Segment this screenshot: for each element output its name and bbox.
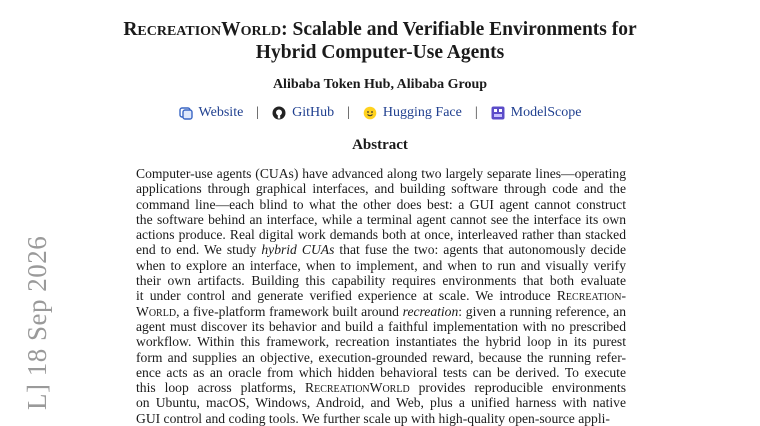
abstract-body [136,166,626,426]
resource-links [0,105,760,121]
authors: Alibaba Token Hub, Alibaba Group [272,77,488,92]
abstract-line [136,288,626,303]
abstract-line: GUI control and coding tools. We further scale up with high-quality open-source appli- [136,410,610,426]
hugging-face-icon [363,106,377,120]
abstract-line: actions produce. Real digital work demands both at once, interleaved rather than stacked [136,227,626,243]
abstract-line: agent must discover its behavior and build a faithful implementation with no prescribed [136,318,626,334]
abstract-line: their own artifacts. Building this capability requires environments that both evaluate [136,273,626,289]
paper-title [90,18,670,64]
globe-icon [179,106,193,120]
abstract-line: when to explore an interface, when to implement, and when to run and visually verify [136,257,626,273]
link-separator: | [256,105,260,120]
abstract-system-name: RecreationWorld [305,380,410,396]
abstract-system-name: World [136,303,177,319]
link-separator: | [474,105,478,120]
abstract-line [136,242,626,257]
website-link-label: Website [198,105,244,120]
link-separator: | [347,105,350,120]
abstract-emphasis: recreation [402,303,459,319]
website-link[interactable] [179,105,244,121]
abstract-line: ence acts as an oracle from which hidden behavioral tests can be derived. To execute [136,364,626,380]
arxiv-side-stamp: L] 18 Sep 2026 [22,235,52,410]
modelscope-icon [491,106,505,120]
abstract-line: command line—each blind to what the other does best: a GUI agent cannot construct [136,196,626,212]
abstract-line: Computer-use agents (CUAs) have advanced along two largely separate lines—operating [136,166,626,181]
abstract-text: , a five-platform framework built around [176,303,399,319]
hugging-face-link[interactable] [363,105,462,121]
github-icon [272,106,286,120]
title-rest: : Scalable and Verifiable Environments for [281,19,637,40]
title-system-name: RecreationWorld [123,19,282,40]
abstract-line: the software behind an interface, while a terminal agent cannot see the interface its own [136,211,626,227]
hugging-face-link-label: Hugging Face [382,105,462,120]
abstract-line: form and supplies an objective, execution-grounded reward, because the running refer- [136,349,626,365]
abstract-line: on Ubuntu, macOS, Windows, Android, and Web, plus a unified harness with native [136,395,626,411]
abstract-emphasis: hybrid CUAs [261,242,335,258]
abstract-line [136,380,626,395]
abstract-text: end to end. We study [136,242,257,258]
abstract-line: applications through graphical interfaces, and building software through code and the [136,181,626,197]
github-link-label: GitHub [292,105,335,120]
abstract-text: provides reproducible environments [418,380,626,396]
abstract-text: that fuse the two: agents that autonomously decide [339,242,626,258]
abstract-line: workflow. Within this framework, recreation instantiates the hybrid loop in its purest [136,334,626,350]
github-link[interactable] [272,105,334,121]
modelscope-link[interactable] [491,105,582,121]
abstract-heading: Abstract [352,137,408,153]
abstract-text: : given a running reference, an [458,303,626,319]
abstract-text: this loop across platforms, [136,380,297,396]
abstract-system-name: Recreation- [556,288,626,304]
modelscope-link-label: ModelScope [510,105,582,120]
title-line-2: Hybrid Computer-Use Agents [255,42,505,63]
abstract-text: it under control and generate verified experience at scale. We introduce [136,288,551,304]
abstract-line [136,304,626,319]
